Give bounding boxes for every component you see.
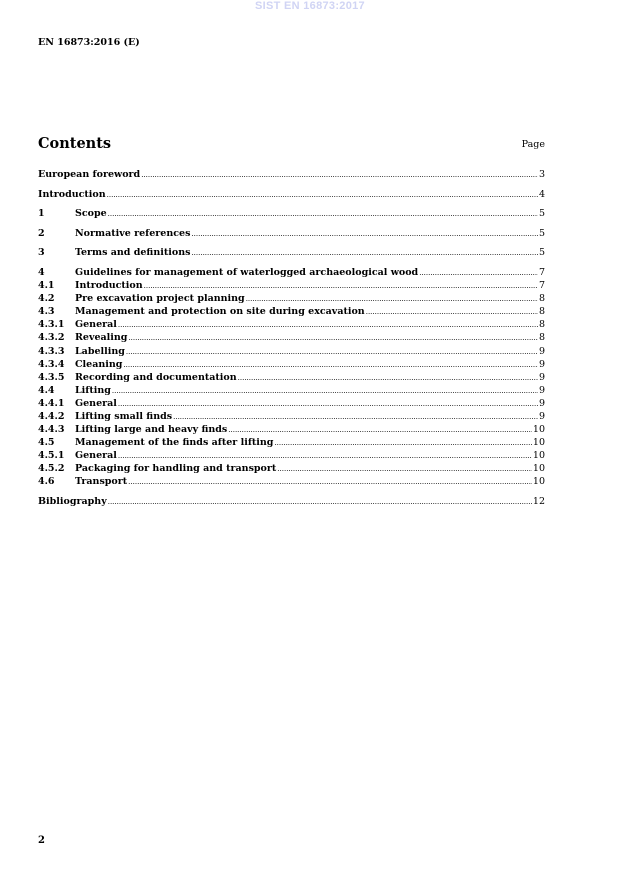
toc-entry-page: 8 <box>538 319 545 331</box>
toc-entry[interactable] <box>38 331 545 344</box>
toc-entry-number: 3 <box>38 247 45 259</box>
toc-entry-page: 8 <box>538 332 545 344</box>
toc-entry[interactable] <box>38 436 545 449</box>
toc-entry-title: Terms and definitions <box>75 247 191 259</box>
toc-entry-number: 4.3.4 <box>38 358 65 370</box>
toc-entry-number: 4.2 <box>38 293 55 305</box>
toc-entry-title: Transport <box>75 476 128 488</box>
toc-dot-leader <box>246 293 538 306</box>
toc-dot-leader <box>118 398 538 411</box>
toc-entry[interactable] <box>38 410 545 423</box>
toc-dot-leader <box>123 359 538 372</box>
toc-entry-number: 4.3.1 <box>38 319 65 331</box>
toc-entry-page: 10 <box>532 437 545 449</box>
toc-dot-leader <box>141 169 538 182</box>
toc-entry-page: 4 <box>538 188 545 200</box>
toc-entry-title: General <box>75 319 117 331</box>
toc-entry-page: 7 <box>538 280 545 292</box>
toc-entry[interactable] <box>38 292 545 305</box>
toc-dot-leader <box>126 346 538 359</box>
toc-entry-number: 1 <box>38 208 45 220</box>
toc-entry[interactable] <box>38 397 545 410</box>
toc-dot-leader <box>108 496 532 509</box>
toc-entry-title: Recording and documentation <box>75 371 237 383</box>
toc-entry-title: European foreword <box>38 169 141 180</box>
toc-entry-page: 9 <box>538 384 545 396</box>
toc-dot-leader <box>366 306 538 319</box>
toc-entry-title: Scope <box>75 208 107 220</box>
toc-entry-page: 9 <box>538 411 545 422</box>
toc-entry[interactable] <box>38 358 545 371</box>
toc-entry-page: 5 <box>538 208 545 220</box>
toc-dot-leader <box>128 332 538 345</box>
toc-dot-leader <box>107 189 538 202</box>
toc-entry[interactable] <box>38 345 545 358</box>
toc-entry[interactable] <box>38 449 545 462</box>
toc-entry-title: Cleaning <box>75 358 123 370</box>
toc-entry-title: Normative references <box>75 227 191 239</box>
toc-entry[interactable] <box>38 371 545 384</box>
toc-dot-leader <box>173 411 538 424</box>
toc-entry[interactable] <box>38 279 545 292</box>
toc-entry-number: 4.5.1 <box>38 450 65 462</box>
toc-entry-title: Lifting <box>75 384 111 396</box>
toc-entry[interactable] <box>38 462 545 475</box>
toc-entry[interactable] <box>38 168 545 181</box>
toc-entry-title: Lifting large and heavy finds <box>75 424 228 436</box>
toc-entry[interactable] <box>38 305 545 318</box>
toc-entry-page: 10 <box>532 424 545 436</box>
toc-dot-leader <box>118 450 532 463</box>
toc-entry-number: 4.3.3 <box>38 345 65 357</box>
toc-dot-leader <box>191 247 538 260</box>
toc-entry-number: 4.4.1 <box>38 397 65 409</box>
toc-entry-title: Introduction <box>38 188 106 200</box>
toc-entry-number: 2 <box>38 227 45 239</box>
toc-entry[interactable] <box>38 475 545 488</box>
toc-entry-title: Bibliography <box>38 496 107 508</box>
toc-dot-leader <box>144 280 538 293</box>
toc-entry-title: Packaging for handling and transport <box>75 463 277 475</box>
toc-dot-leader <box>419 267 538 280</box>
toc-dot-leader <box>112 385 538 398</box>
toc-entry[interactable] <box>38 227 545 240</box>
toc-entry-page: 3 <box>538 169 545 180</box>
toc-entry-page: 9 <box>538 371 545 383</box>
toc-dot-leader <box>228 424 532 437</box>
toc-entry-number: 4.4.3 <box>38 424 65 436</box>
toc-entry-page: 7 <box>538 266 545 278</box>
toc-entry-page: 9 <box>538 345 545 357</box>
toc-entry-page: 5 <box>538 247 545 259</box>
toc-entry-title: Pre excavation project planning <box>75 293 245 305</box>
toc-entry-page: 9 <box>538 397 545 409</box>
toc-entry-title: Management of the finds after lifting <box>75 437 274 449</box>
toc-entry-number: 4.4 <box>38 384 55 396</box>
toc-entry-title: Guidelines for management of waterlogged archaeological wood <box>75 266 419 278</box>
toc-entry-title: General <box>75 450 117 462</box>
toc-entry-page: 12 <box>532 496 545 508</box>
toc-dot-leader <box>274 437 531 450</box>
toc-dot-leader <box>191 228 538 241</box>
toc-entry-page: 8 <box>538 306 545 318</box>
document-id: EN 16873:2016 (E) <box>38 37 140 48</box>
toc-entry[interactable] <box>38 423 545 436</box>
toc-entry-title: Labelling <box>75 345 125 357</box>
toc-entry[interactable] <box>38 246 545 259</box>
toc-entry[interactable] <box>38 318 545 331</box>
toc-dot-leader <box>108 208 538 221</box>
toc-entry-title: Introduction <box>75 280 143 292</box>
toc-dot-leader <box>118 319 538 332</box>
toc-entry[interactable] <box>38 207 545 220</box>
toc-entry[interactable] <box>38 266 545 279</box>
toc-entry-number: 4.3 <box>38 306 55 318</box>
toc-entry-page: 5 <box>538 227 545 239</box>
toc-entry-page: 10 <box>532 450 545 462</box>
toc-entry-number: 4.1 <box>38 280 55 292</box>
toc-dot-leader <box>238 372 538 385</box>
toc-entry-number: 4.4.2 <box>38 411 65 422</box>
toc-entry[interactable] <box>38 384 545 397</box>
toc-entry[interactable] <box>38 188 545 201</box>
toc-entry-page: 9 <box>538 358 545 370</box>
toc-entry-title: Management and protection on site during excavation <box>75 306 365 318</box>
toc-entry-number: 4 <box>38 266 45 278</box>
toc-dot-leader <box>128 476 532 489</box>
toc-entry-title: General <box>75 397 117 409</box>
toc-entry-page: 8 <box>538 293 545 305</box>
toc-entry-number: 4.5.2 <box>38 463 65 475</box>
toc-entry-number: 4.6 <box>38 476 55 488</box>
page-number: 2 <box>38 835 45 846</box>
contents-heading: Contents <box>38 135 112 152</box>
toc-entry-number: 4.3.2 <box>38 332 65 344</box>
toc-entry-title: Lifting small finds <box>75 411 173 422</box>
toc-entry-number: 4.5 <box>38 437 55 449</box>
toc-entry-title: Revealing <box>75 332 128 344</box>
watermark: SIST EN 16873:2017 <box>255 0 365 12</box>
toc-entry-number: 4.3.5 <box>38 371 65 383</box>
toc-entry-page: 10 <box>532 463 545 475</box>
toc-entry-page: 10 <box>532 476 545 488</box>
page-column-label: Page <box>521 139 545 150</box>
toc-dot-leader <box>277 463 532 476</box>
toc-entry[interactable] <box>38 495 545 508</box>
table-of-contents <box>38 168 545 508</box>
